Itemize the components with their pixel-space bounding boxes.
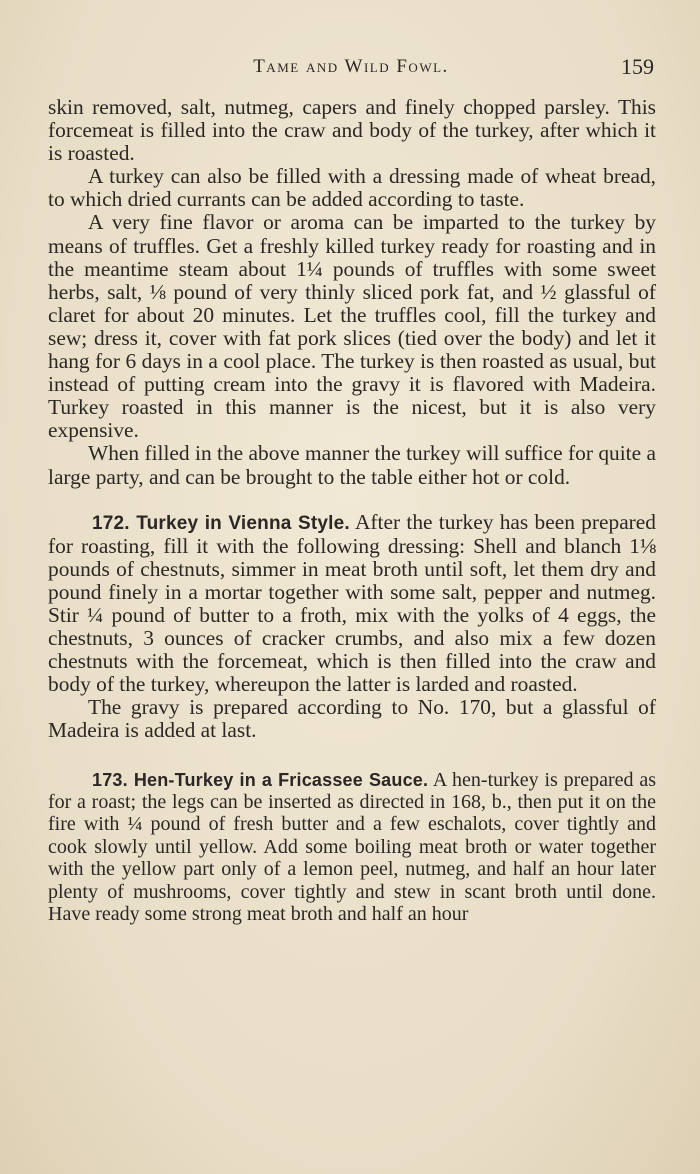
paragraph-serving: When filled in the above manner the turkey will suffice for quite a large party, and can be brought to the table either hot or cold. — [48, 441, 656, 489]
page-header — [48, 56, 654, 86]
body-text — [48, 96, 656, 925]
page-number: 159 — [621, 54, 654, 79]
recipe-172-heading: 172. Turkey in Vienna Style. — [92, 512, 350, 534]
recipe-173-heading: 173. Hen-Turkey in a Fricassee Sauce. — [92, 769, 429, 790]
recipe-173 — [48, 769, 656, 926]
recipe-172 — [48, 511, 656, 697]
recipe-172-note: The gravy is prepared according to No. 170, but a glassful of Madeira is added at last. — [48, 695, 656, 743]
paragraph-continued: skin removed, salt, nutmeg, capers and finely chopped parsley. This forcemeat is filled into the craw and body of the turkey, after which it is roasted. — [48, 95, 656, 166]
recipe-173-body: A hen-turkey is prepared as for a roast; the legs can be inserted as directed in 168, b., then put it on the fire with ¼ pound of fresh butter and a few eschalots, cover tightly and cook slowly until yellow. Add some boiling meat broth or water together with the yellow part only of a lemon peel, nutmeg, and half an hour later plenty of mushrooms, cover tightly and stew in scant broth until done. Have ready some strong meat broth and half an hour — [48, 768, 656, 925]
paragraph-truffles: A very fine flavor or aroma can be imparted to the turkey by means of truffles. Get a freshly killed turkey ready for roasting and in the meantime steam about 1¼ pounds of truffles with some sweet herbs, salt, ⅛ pound of very thinly sliced pork fat, and ½ glassful of claret for about 20 minutes. Let the truffles cool, fill the turkey and sew; dress it, cover with fat pork slices (tied over the body) and let it hang for 6 days in a cool place. The turkey is then roasted as usual, but instead of putting cream into the gravy it is flavored with Madeira. Turkey roasted in this manner is the nicest, but it is also very expensive. — [48, 210, 656, 443]
recipe-172-body: After the turkey has been prepared for roasting, fill it with the following dressing: Shell and blanch 1⅛ pounds of chestnuts, simmer in meat broth until soft, let them dry and pound finely in a mortar together with some salt, pepper and nutmeg. Stir ¼ pound of butter to a froth, mix with the yolks of 4 eggs, the chestnuts, 3 ounces of cracker crumbs, and also mix a few dozen chestnuts with the forcemeat, which is then filled into the craw and body of the turkey, whereupon the latter is larded and roasted. — [48, 509, 656, 697]
running-title: Tame and Wild Fowl. — [253, 56, 449, 77]
paragraph-dressing: A turkey can also be filled with a dressing made of wheat bread, to which dried currants can be added according to taste. — [48, 164, 656, 212]
